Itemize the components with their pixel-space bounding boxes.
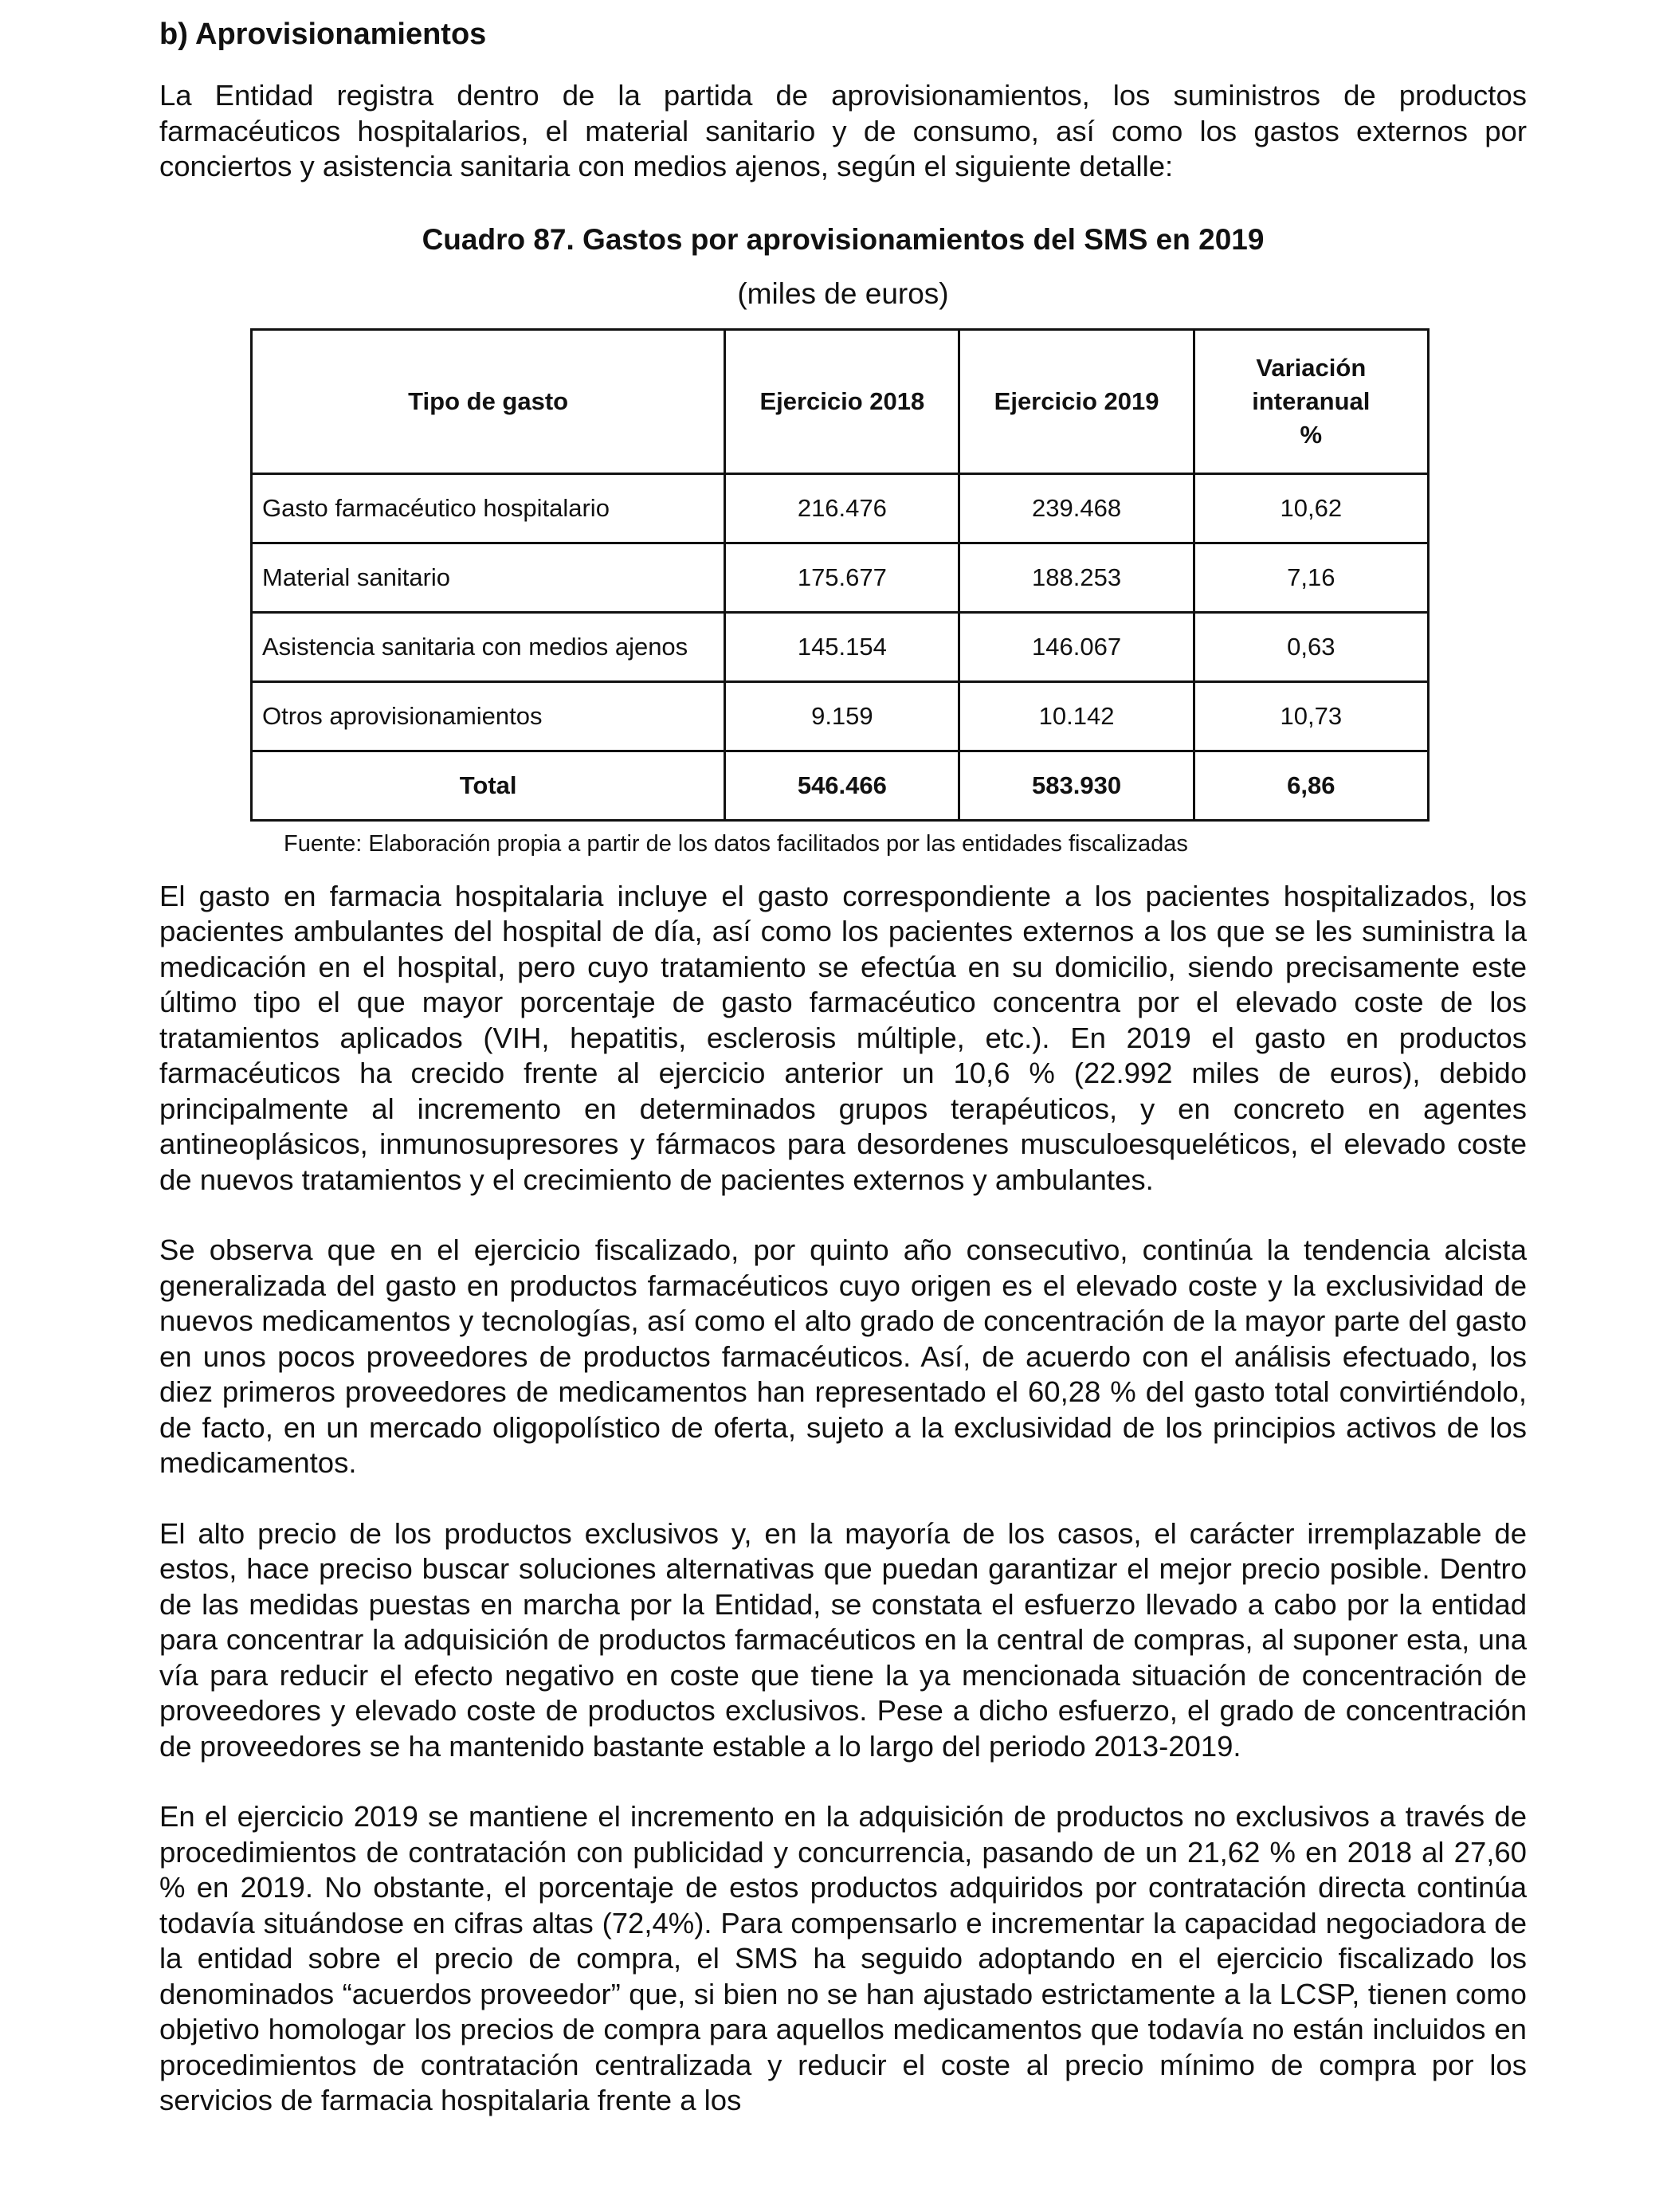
header-variation-line2: interanual — [1252, 386, 1371, 415]
header-variation-line1: Variación — [1256, 353, 1367, 382]
body-paragraph: El gasto en farmacia hospitalaria incluye el gasto correspondiente a los pacientes hospitalizados, los pacientes ambulantes del hospital de día, así como los pacientes externos a los que se les suministra la medicación en el hospital, pero cuyo tratamiento se efectúa en su domicilio, siendo precisamente este último tipo el que mayor porcentaje de gasto farmacéutico concentra por el elevado coste de los tratamientos aplicados (VIH, hepatitis, esclerosis múltiple, etc.). En 2019 el gasto en productos farmacéuticos ha crecido frente al ejercicio anterior un 10,6 % (22.992 miles de euros), debido principalmente al incremento en determinados grupos terapéuticos, y en concreto en agentes antineoplásicos, inmunosupresores y fármacos para desordenes musculoesqueléticos, el elevado coste de nuevos tratamientos y el crecimiento de pacientes externos y ambulantes. — [159, 879, 1527, 1196]
row-label: Material sanitario — [252, 543, 725, 612]
document-page — [159, 14, 1527, 2154]
table-row — [252, 473, 1429, 543]
header-variation — [1194, 329, 1428, 473]
row-label: Otros aprovisionamientos — [252, 681, 725, 751]
header-variation-line3: % — [1300, 420, 1323, 449]
table-header-row — [252, 329, 1429, 473]
row-2019: 10.142 — [959, 681, 1194, 751]
row-2019: 146.067 — [959, 612, 1194, 681]
header-type: Tipo de gasto — [252, 329, 725, 473]
body-paragraph: En el ejercicio 2019 se mantiene el incremento en la adquisición de productos no exclusivos a través de procedimientos de contratación con publicidad y concurrencia, pasando de un 21,62 % en 2018 al 27,60 % en 2019. No obstante, el porcentaje de estos productos adquiridos por contratación directa continúa todavía situándose en cifras altas (72,4%). Para compensarlo e incrementar la capacidad negociadora de la entidad sobre el precio de compra, el SMS ha seguido adoptando en el ejercicio fiscalizado los denominados “acuerdos proveedor” que, si bien no se han ajustado estrictamente a la LCSP, tienen como objetivo homologar los precios de compra para aquellos medicamentos que todavía no están incluidos en procedimientos de contratación centralizada y reducir el coste al precio mínimo de compra por los servicios de farmacia hospitalaria frente a los — [159, 1800, 1527, 2116]
row-variation: 0,63 — [1194, 612, 1428, 681]
expenses-table — [250, 328, 1430, 822]
row-label: Asistencia sanitaria con medios ajenos — [252, 612, 725, 681]
section-heading: b) Aprovisionamientos — [159, 18, 487, 51]
row-2019: 239.468 — [959, 473, 1194, 543]
table-source-note: Fuente: Elaboración propia a partir de los datos facilitados por las entidades fiscalizadas — [284, 830, 1188, 857]
header-2018: Ejercicio 2018 — [725, 329, 959, 473]
table-units: (miles de euros) — [737, 276, 949, 310]
body-paragraph: Se observa que en el ejercicio fiscalizado, por quinto año consecutivo, continúa la tendencia alcista generalizada del gasto en productos farmacéuticos cuyo origen es el elevado coste y la exclusividad de nuevos medicamentos y tecnologías, así como el alto grado de concentración de la mayor parte del gasto en unos pocos proveedores de productos farmacéuticos. Así, de acuerdo con el análisis efectuado, los diez primeros proveedores de medicamentos han representado el 60,28 % del gasto total convirtiéndolo, de facto, en un mercado oligopolístico de oferta, sujeto a la exclusividad de los principios activos de los medicamentos. — [159, 1233, 1527, 1479]
row-2019: 188.253 — [959, 543, 1194, 612]
row-variation: 10,62 — [1194, 473, 1428, 543]
row-2018: 9.159 — [725, 681, 959, 751]
table-row — [252, 543, 1429, 612]
table-title: Cuadro 87. Gastos por aprovisionamientos del SMS en 2019 — [422, 222, 1265, 256]
header-2019: Ejercicio 2019 — [959, 329, 1194, 473]
row-2018: 145.154 — [725, 612, 959, 681]
row-variation: 10,73 — [1194, 681, 1428, 751]
total-label: Total — [252, 751, 725, 820]
total-2019: 583.930 — [959, 751, 1194, 820]
table-row — [252, 612, 1429, 681]
total-2018: 546.466 — [725, 751, 959, 820]
table-row — [252, 681, 1429, 751]
row-2018: 216.476 — [725, 473, 959, 543]
row-2018: 175.677 — [725, 543, 959, 612]
row-label: Gasto farmacéutico hospitalario — [252, 473, 725, 543]
total-variation: 6,86 — [1194, 751, 1428, 820]
row-variation: 7,16 — [1194, 543, 1428, 612]
table-total-row — [252, 751, 1429, 820]
body-paragraph: El alto precio de los productos exclusivos y, en la mayoría de los casos, el carácter irremplazable de estos, hace preciso buscar soluciones alternativas que puedan garantizar el mejor precio posible. Dentro de las medidas puestas en marcha por la Entidad, se constata el esfuerzo llevado a cabo por la entidad para concentrar la adquisición de productos farmacéuticos en la central de compras, al suponer esta, una vía para reducir el efecto negativo en coste que tiene la ya mencionada situación de concentración de proveedores y elevado coste de productos exclusivos. Pese a dicho esfuerzo, el grado de concentración de proveedores se ha mantenido bastante estable a lo largo del periodo 2013-2019. — [159, 1516, 1527, 1763]
intro-paragraph: La Entidad registra dentro de la partida de aprovisionamientos, los suministros de productos farmacéuticos hospitalarios, el material sanitario y de consumo, así como los gastos externos por conciertos y asistencia sanitaria con medios ajenos, según el siguiente detalle: — [159, 79, 1527, 182]
